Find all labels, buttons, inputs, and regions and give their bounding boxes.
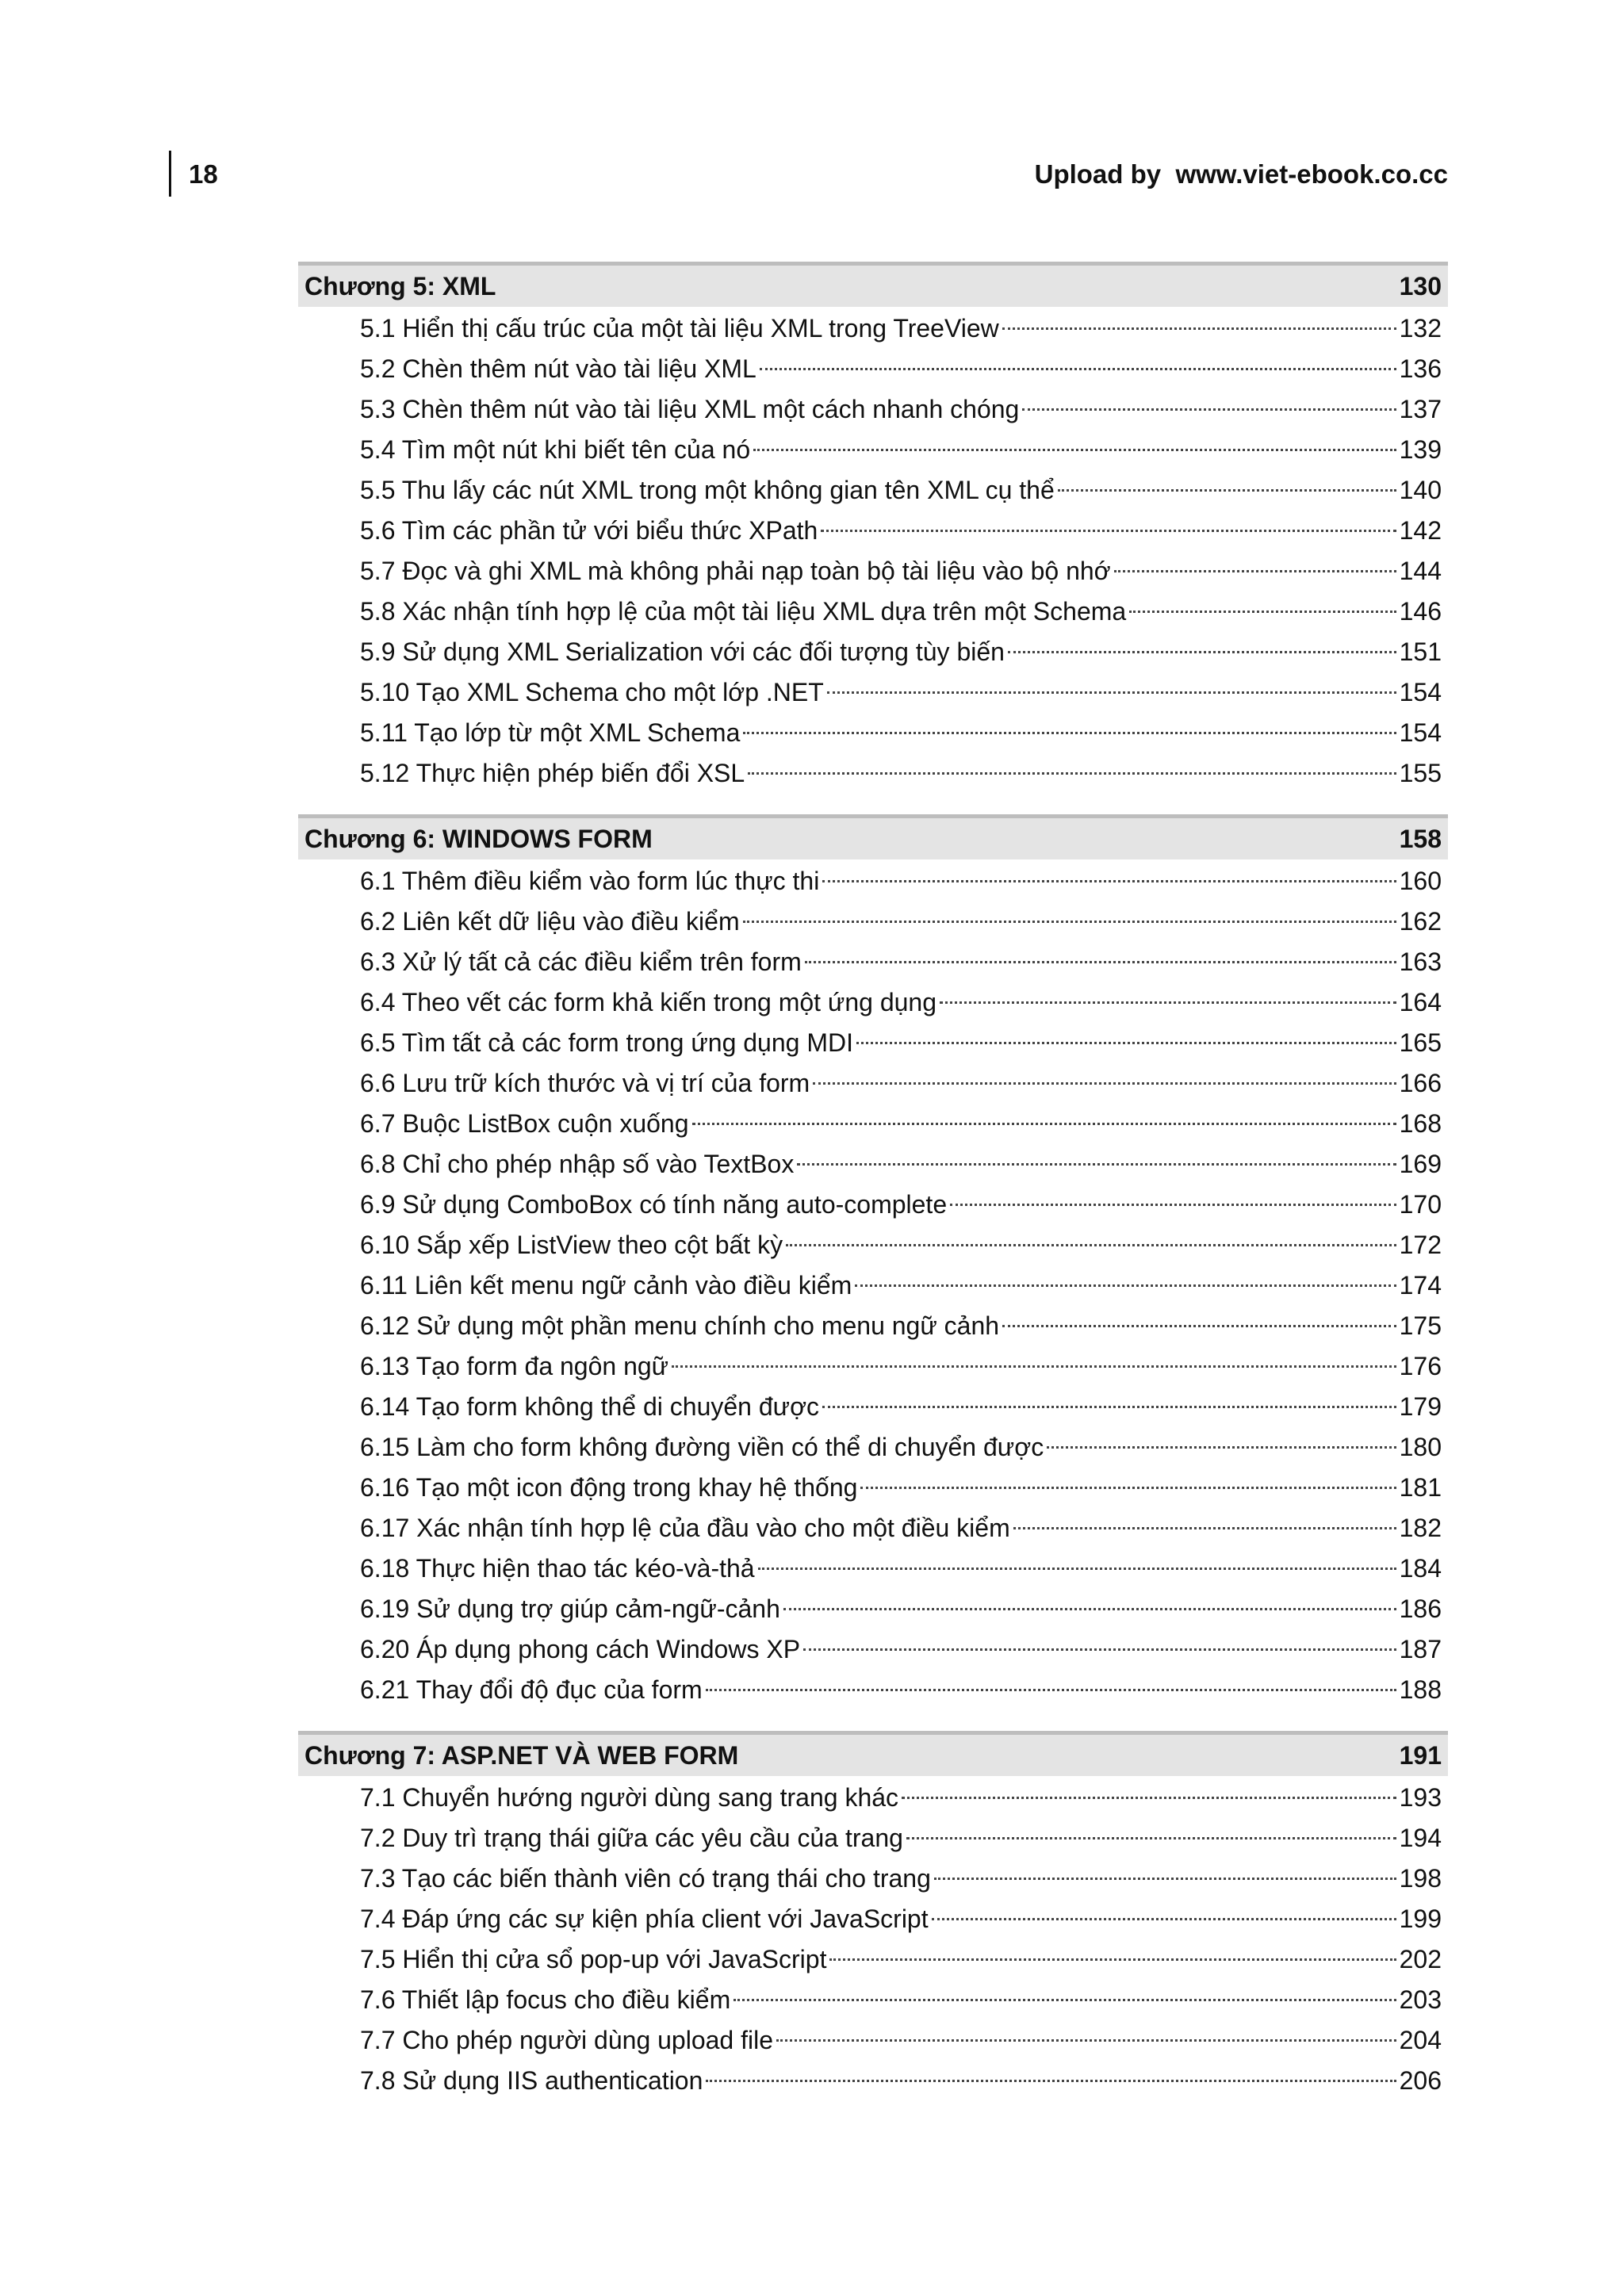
- toc-entry-title: 6.13 Tạo form đa ngôn ngữ: [360, 1352, 669, 1380]
- toc-entry: [360, 2020, 1442, 2061]
- toc-entry-page-number: 154: [1399, 718, 1442, 747]
- chapter-heading: [298, 262, 1448, 307]
- toc-entry-title: 6.4 Theo vết các form khả kiến trong một ứng dụng: [360, 988, 937, 1016]
- toc-entry-title: 5.7 Đọc và ghi XML mà không phải nạp toàn bộ tài liệu vào bộ nhớ: [360, 557, 1111, 585]
- toc-entry-title: 6.2 Liên kết dữ liệu vào điều kiểm: [360, 907, 740, 936]
- toc-entry: [360, 672, 1442, 713]
- dot-leader: [1129, 611, 1396, 613]
- toc-entry-title: 5.11 Tạo lớp từ một XML Schema: [360, 718, 741, 747]
- dot-leader: [797, 1163, 1396, 1166]
- toc-entry: [360, 470, 1442, 511]
- toc-entry: [360, 1468, 1442, 1508]
- dot-leader: [1114, 570, 1396, 572]
- toc-entry-page-number: 186: [1399, 1594, 1442, 1623]
- chapter-heading: [298, 1731, 1448, 1776]
- toc-entry: [360, 632, 1442, 672]
- dot-leader: [733, 1999, 1396, 2001]
- dot-leader: [803, 1648, 1396, 1651]
- toc-entry-title: 7.6 Thiết lập focus cho điều kiểm: [360, 1985, 731, 2014]
- toc-entry: [360, 1185, 1442, 1225]
- toc-entry: [360, 1670, 1442, 1710]
- dot-leader: [1047, 1446, 1396, 1449]
- toc-entry-page-number: 162: [1399, 907, 1442, 936]
- toc-entry-title: 6.20 Áp dụng phong cách Windows XP: [360, 1635, 801, 1663]
- toc-entry: [360, 389, 1442, 430]
- toc-entry-title: 6.12 Sử dụng một phần menu chính cho menu ngữ cảnh: [360, 1311, 1000, 1340]
- toc-entry-title: 6.7 Buộc ListBox cuộn xuống: [360, 1109, 689, 1138]
- toc-entry-title: 6.14 Tạo form không thể di chuyển được: [360, 1392, 820, 1421]
- toc-entry-page-number: 174: [1399, 1271, 1442, 1300]
- toc-entry: [360, 902, 1442, 942]
- toc-entry-page-number: 139: [1399, 435, 1442, 464]
- toc-entry-page-number: 160: [1399, 867, 1442, 895]
- dot-leader: [822, 1406, 1396, 1408]
- toc-entry-title: 6.6 Lưu trữ kích thước và vị trí của form: [360, 1069, 810, 1097]
- dot-leader: [760, 368, 1396, 370]
- dot-leader: [940, 1001, 1396, 1004]
- toc-entry-page-number: 180: [1399, 1433, 1442, 1461]
- toc-entry-page-number: 164: [1399, 988, 1442, 1016]
- dot-leader: [902, 1797, 1396, 1799]
- toc-entry: [360, 1144, 1442, 1185]
- dot-leader: [856, 1042, 1396, 1044]
- toc-entry-title: 5.10 Tạo XML Schema cho một lớp .NET: [360, 678, 824, 706]
- toc-entry-title: 5.8 Xác nhận tính hợp lệ của một tài liệu XML dựa trên một Schema: [360, 597, 1127, 626]
- toc-entry: [360, 1778, 1442, 1818]
- toc-entry-page-number: 172: [1399, 1231, 1442, 1259]
- chapter-page-number: 191: [1399, 1741, 1442, 1770]
- toc-entry: [360, 1589, 1442, 1629]
- chapter-title: Chương 7: ASP.NET VÀ WEB FORM: [304, 1741, 739, 1770]
- dot-leader: [743, 732, 1396, 734]
- chapter-page-number: 130: [1399, 272, 1442, 301]
- chapter-page-number: 158: [1399, 825, 1442, 853]
- toc-entry-title: 6.1 Thêm điều kiểm vào form lúc thực thi: [360, 867, 820, 895]
- table-of-contents: [298, 262, 1448, 2104]
- toc-entry: [360, 1427, 1442, 1468]
- toc-entry: [360, 1104, 1442, 1144]
- toc-entry-title: 7.8 Sử dụng IIS authentication: [360, 2066, 703, 2095]
- toc-entry-page-number: 168: [1399, 1109, 1442, 1138]
- dot-leader: [855, 1284, 1396, 1287]
- dot-leader: [706, 1689, 1396, 1691]
- toc-entry: [360, 982, 1442, 1023]
- toc-entry: [360, 511, 1442, 551]
- toc-entry-title: 5.3 Chèn thêm nút vào tài liệu XML một cách nhanh chóng: [360, 395, 1020, 423]
- dot-leader: [1002, 1325, 1396, 1327]
- toc-entry-title: 5.4 Tìm một nút khi biết tên của nó: [360, 435, 751, 464]
- toc-entry: [360, 861, 1442, 902]
- toc-entry-page-number: 142: [1399, 516, 1442, 545]
- toc-entry-page-number: 146: [1399, 597, 1442, 626]
- toc-entry-page-number: 166: [1399, 1069, 1442, 1097]
- toc-entry-page-number: 194: [1399, 1824, 1442, 1852]
- toc-entry-page-number: 154: [1399, 678, 1442, 706]
- dot-leader: [1008, 651, 1396, 653]
- toc-entry-page-number: 144: [1399, 557, 1442, 585]
- toc-entry-page-number: 170: [1399, 1190, 1442, 1219]
- toc-entry: [360, 430, 1442, 470]
- toc-entry-title: 6.17 Xác nhận tính hợp lệ của đầu vào cho một điều kiểm: [360, 1514, 1010, 1542]
- toc-entry-page-number: 132: [1399, 314, 1442, 343]
- dot-leader: [783, 1608, 1396, 1610]
- toc-entry-page-number: 136: [1399, 354, 1442, 383]
- toc-entry: [360, 1063, 1442, 1104]
- toc-entry-page-number: 206: [1399, 2066, 1442, 2095]
- dot-leader: [753, 449, 1396, 451]
- dot-leader: [821, 530, 1396, 532]
- dot-leader: [906, 1837, 1396, 1839]
- toc-entry-title: 6.9 Sử dụng ComboBox có tính năng auto-complete: [360, 1190, 948, 1219]
- toc-entry-page-number: 198: [1399, 1864, 1442, 1893]
- toc-entry: [360, 1548, 1442, 1589]
- toc-entry: [360, 1225, 1442, 1265]
- toc-entry-title: 6.19 Sử dụng trợ giúp cảm-ngữ-cảnh: [360, 1594, 780, 1623]
- toc-entry-page-number: 169: [1399, 1150, 1442, 1178]
- toc-entry-title: 6.15 Làm cho form không đường viền có thể di chuyển được: [360, 1433, 1044, 1461]
- toc-entry-page-number: 181: [1399, 1473, 1442, 1502]
- dot-leader: [827, 691, 1396, 694]
- toc-entry: [360, 2061, 1442, 2101]
- toc-entry: [360, 551, 1442, 591]
- dot-leader: [672, 1365, 1396, 1368]
- toc-entry: [360, 1818, 1442, 1859]
- toc-entry: [360, 349, 1442, 389]
- toc-entry-title: 7.1 Chuyển hướng người dùng sang trang khác: [360, 1783, 899, 1812]
- toc-entry-page-number: 193: [1399, 1783, 1442, 1812]
- toc-entry-title: 6.21 Thay đổi độ đục của form: [360, 1675, 703, 1704]
- toc-entry-title: 7.7 Cho phép người dùng upload file: [360, 2026, 774, 2054]
- toc-entry-title: 5.9 Sử dụng XML Serialization với các đối tượng tùy biến: [360, 637, 1005, 666]
- toc-entry: [360, 1899, 1442, 1939]
- chapter-entry-list: [298, 859, 1448, 1713]
- toc-entry-page-number: 151: [1399, 637, 1442, 666]
- dot-leader: [829, 1958, 1396, 1961]
- chapter-entry-list: [298, 1776, 1448, 2104]
- header-rule: [169, 151, 171, 197]
- toc-entry: [360, 1346, 1442, 1387]
- toc-entry-page-number: 199: [1399, 1904, 1442, 1933]
- dot-leader: [950, 1204, 1396, 1206]
- toc-entry: [360, 1508, 1442, 1548]
- toc-entry: [360, 1939, 1442, 1980]
- toc-entry-page-number: 155: [1399, 759, 1442, 787]
- toc-entry-title: 5.1 Hiển thị cấu trúc của một tài liệu XML trong TreeView: [360, 314, 999, 343]
- dot-leader: [934, 1878, 1396, 1880]
- toc-entry-title: 7.5 Hiển thị cửa sổ pop-up với JavaScript: [360, 1945, 827, 1973]
- dot-leader: [786, 1244, 1396, 1246]
- dot-leader: [692, 1123, 1396, 1125]
- toc-entry: [360, 713, 1442, 753]
- dot-leader: [1022, 408, 1396, 411]
- toc-entry: [360, 753, 1442, 794]
- dot-leader: [822, 880, 1396, 882]
- dot-leader: [1058, 489, 1396, 492]
- toc-entry-title: 6.11 Liên kết menu ngữ cảnh vào điều kiểm: [360, 1271, 852, 1300]
- toc-entry: [360, 1387, 1442, 1427]
- chapter-title: Chương 5: XML: [304, 272, 496, 301]
- toc-entry: [360, 1859, 1442, 1899]
- toc-entry: [360, 1980, 1442, 2020]
- chapter-heading: [298, 814, 1448, 859]
- dot-leader: [1002, 327, 1396, 330]
- toc-entry-title: 5.5 Thu lấy các nút XML trong một không gian tên XML cụ thể: [360, 476, 1055, 504]
- toc-entry-title: 5.6 Tìm các phần tử với biểu thức XPath: [360, 516, 818, 545]
- dot-leader: [860, 1487, 1396, 1489]
- chapter-entry-list: [298, 307, 1448, 797]
- toc-entry-page-number: 188: [1399, 1675, 1442, 1704]
- toc-entry-page-number: 203: [1399, 1985, 1442, 2014]
- toc-entry: [360, 1023, 1442, 1063]
- dot-leader: [758, 1568, 1396, 1570]
- toc-entry-title: 6.18 Thực hiện thao tác kéo-và-thả: [360, 1554, 755, 1583]
- dot-leader: [813, 1082, 1396, 1085]
- toc-entry: [360, 1629, 1442, 1670]
- toc-entry-title: 5.2 Chèn thêm nút vào tài liệu XML: [360, 354, 756, 383]
- toc-entry: [360, 591, 1442, 632]
- toc-entry-page-number: 165: [1399, 1028, 1442, 1057]
- toc-entry-page-number: 204: [1399, 2026, 1442, 2054]
- toc-entry-title: 6.5 Tìm tất cả các form trong ứng dụng MDI: [360, 1028, 853, 1057]
- toc-entry-title: 6.16 Tạo một icon động trong khay hệ thống: [360, 1473, 858, 1502]
- dot-leader: [932, 1918, 1396, 1920]
- dot-leader: [706, 2080, 1396, 2082]
- header-upload-credit: Upload by www.viet-ebook.co.cc: [1034, 159, 1448, 189]
- dot-leader: [1013, 1527, 1396, 1529]
- toc-entry-title: 7.4 Đáp ứng các sự kiện phía client với JavaScript: [360, 1904, 929, 1933]
- toc-entry-title: 6.8 Chỉ cho phép nhập số vào TextBox: [360, 1150, 795, 1178]
- toc-entry-page-number: 187: [1399, 1635, 1442, 1663]
- toc-entry-page-number: 175: [1399, 1311, 1442, 1340]
- toc-entry-title: 5.12 Thực hiện phép biến đổi XSL: [360, 759, 745, 787]
- toc-entry-page-number: 182: [1399, 1514, 1442, 1542]
- toc-entry-title: 6.3 Xử lý tất cả các điều kiểm trên form: [360, 947, 802, 976]
- dot-leader: [805, 961, 1396, 963]
- toc-entry: [360, 1306, 1442, 1346]
- toc-entry-title: 7.2 Duy trì trạng thái giữa các yêu cầu của trang: [360, 1824, 903, 1852]
- toc-entry-page-number: 137: [1399, 395, 1442, 423]
- toc-entry-page-number: 176: [1399, 1352, 1442, 1380]
- toc-entry-page-number: 140: [1399, 476, 1442, 504]
- toc-entry-title: 6.10 Sắp xếp ListView theo cột bất kỳ: [360, 1231, 783, 1259]
- toc-entry-page-number: 163: [1399, 947, 1442, 976]
- toc-entry-page-number: 184: [1399, 1554, 1442, 1583]
- dot-leader: [748, 772, 1396, 775]
- toc-entry: [360, 308, 1442, 349]
- toc-entry-title: 7.3 Tạo các biến thành viên có trạng thái cho trang: [360, 1864, 931, 1893]
- toc-entry: [360, 942, 1442, 982]
- page-number: 18: [189, 159, 218, 189]
- dot-leader: [743, 921, 1396, 923]
- toc-entry: [360, 1265, 1442, 1306]
- toc-entry-page-number: 179: [1399, 1392, 1442, 1421]
- dot-leader: [776, 2039, 1396, 2042]
- chapter-title: Chương 6: WINDOWS FORM: [304, 825, 653, 853]
- toc-entry-page-number: 202: [1399, 1945, 1442, 1973]
